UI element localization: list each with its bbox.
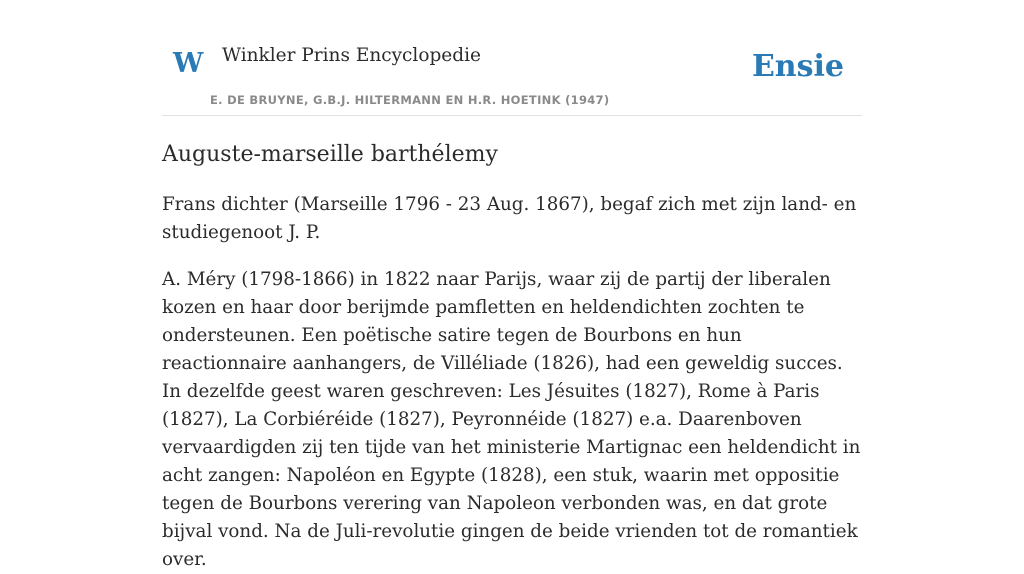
article-paragraph: A. Méry (1798-1866) in 1822 naar Parijs, waar zij de partij der liberalen kozen en haar door berijmde pamfletten en heldendichten zochten te ondersteunen. Een poëtische satire tegen de Bourbons en hun reactionnaire aanhangers, de Villéliade (1826), had een geweldig succes. In dezelfde geest waren geschreven: Les Jésuites (1827), Rome à Paris (1827), La Corbiéréide (1827), Peyronnéide (1827) e.a. Daarenboven vervaardigden zij ten tijde van het ministerie Martignac een heldendicht in acht zangen: Napoléon en Egypte (1828), een stuk, waarin met oppositie tegen de Bourbons verering van Napoleon verbonden was, en dat grote bijval vond. Na de Juli-revolutie gingen de beide vrienden tot de romantiek over. xyxy=(162,269,861,571)
site-header xyxy=(162,0,862,116)
content-container xyxy=(162,0,862,574)
site-title[interactable]: Winkler Prins Encyclopedie xyxy=(222,45,481,66)
article-paragraph: Frans dichter (Marseille 1796 - 23 Aug. 1867), begaf zich met zijn land- en studiegenoot J. P. xyxy=(162,194,857,244)
article-title: Auguste-marseille barthélemy xyxy=(162,142,498,167)
brand-logo-link[interactable]: Ensie xyxy=(751,49,844,84)
site-authors: E. DE BRUYNE, G.B.J. HILTERMANN EN H.R. HOETINK (1947) xyxy=(210,93,610,107)
site-logo[interactable]: W xyxy=(173,48,204,79)
